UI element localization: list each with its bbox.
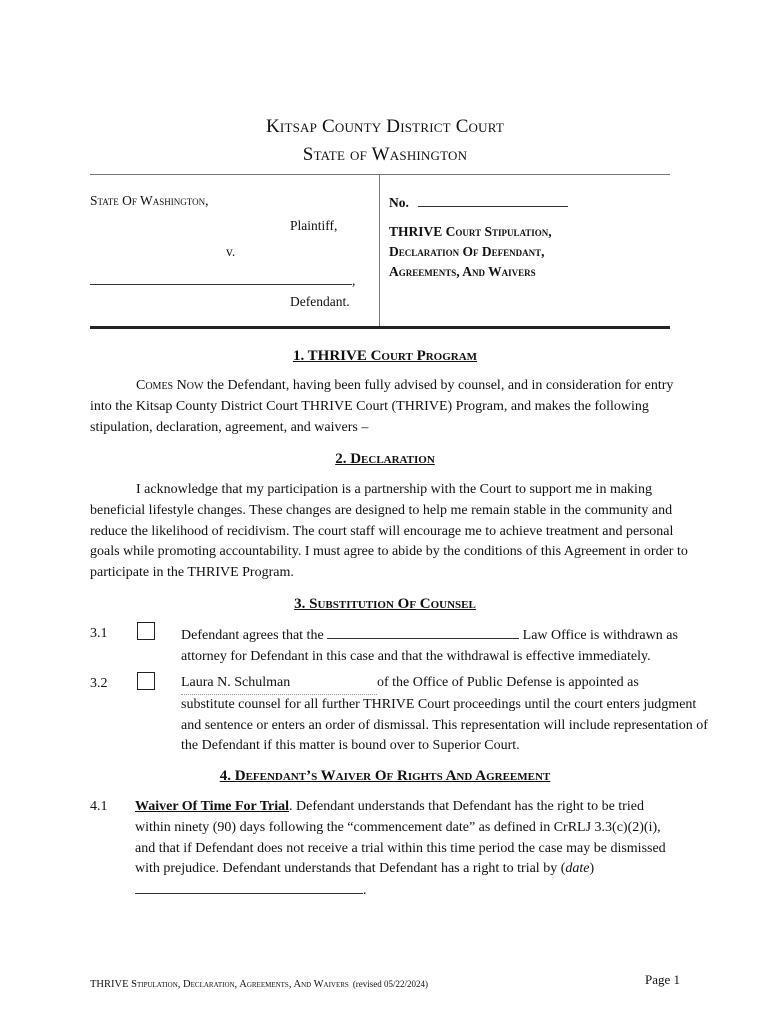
case-number-label: No. — [389, 195, 409, 210]
document-title-line1: THRIVE Court Stipulation, — [389, 224, 552, 239]
item-3-1-body — [181, 625, 711, 668]
footer-title-block — [90, 974, 428, 992]
versus-label: v. — [226, 244, 236, 259]
item-4-1-text: . Defendant understands that Defendant has the right to be tried within ninety (90) days following the “commencement date” as defined in CrRLJ 3.3(c)(2)(i), and that if Defendant does not receive a trial within this time period the case may be dismissed with prejudice. Defendant understands that Defendant has a right to trial by ( — [135, 799, 666, 877]
item-3-1-number: 3.1 — [90, 626, 108, 641]
section-2-heading: 2. Declaration — [335, 451, 435, 467]
document-title-line2: Declaration Of Defendant, — [389, 244, 545, 259]
defendant-name-blank[interactable] — [90, 270, 352, 285]
page-number: Page 1 — [645, 972, 681, 987]
section-4-heading: 4. Defendant’s Waiver Of Rights And Agreement — [219, 768, 551, 784]
item-3-2-text-rest: substitute counsel for all further THRIVE Court proceedings until the court enters judgment and sentence or enters an order of dismissal. This representation will include representation of the Defendant if this matter is bound over to Superior Court. — [181, 696, 708, 754]
item-3-1-text-line2: attorney for Defendant in this case and that the withdrawal is effective immediately. — [181, 648, 651, 664]
caption-bottom-rule — [90, 326, 670, 329]
plaintiff-role: Plaintiff, — [290, 218, 338, 233]
item-3-2-number: 3.2 — [90, 676, 108, 691]
court-state: State of Washington — [302, 144, 468, 165]
item-4-1-close: ) — [589, 861, 595, 877]
item-4-1-title: Waiver Of Time For Trial — [135, 799, 289, 814]
caption-divider — [379, 175, 380, 327]
substitute-counsel-field[interactable]: Laura N. Schulman — [181, 673, 377, 695]
law-office-blank[interactable] — [327, 625, 519, 639]
section-2-body: I acknowledge that my participation is a partnership with the Court to support me in making beneficial lifestyle changes. These changes are designed to help me remain stable in the community and reduce the likelihood of recidivism. The court staff will encourage me to achieve treatment and personal goals while promoting accountability. I must agree to abide by the conditions of this Agreement in order to participate in the THRIVE Program. — [90, 482, 688, 581]
section-1-lead: Comes Now — [136, 378, 204, 393]
item-4-1-number: 4.1 — [90, 799, 108, 814]
item-4-1-date-word: date — [565, 861, 590, 877]
section-3-heading: 3. Substitution Of Counsel — [294, 596, 476, 612]
defendant-name-field[interactable] — [90, 270, 356, 290]
defendant-comma: , — [352, 273, 356, 288]
item-3-2-text-after: of the Office of Public Defense is appointed as — [377, 675, 639, 690]
item-3-1-checkbox[interactable] — [137, 622, 155, 640]
court-name: Kitsap County District Court — [266, 116, 504, 137]
item-4-1-body — [135, 797, 677, 902]
item-3-1-text-before: Defendant agrees that the — [181, 628, 324, 643]
defendant-role: Defendant. — [290, 294, 350, 309]
section-1-body — [90, 376, 674, 438]
trial-date-blank[interactable] — [135, 880, 363, 894]
item-3-2-checkbox[interactable] — [137, 672, 155, 690]
footer-revision: (revised 05/22/2024) — [352, 979, 429, 989]
item-3-2-body — [181, 673, 711, 757]
document-title-line3: Agreements, And Waivers — [389, 264, 536, 279]
section-1-text: the Defendant, having been fully advised by counsel, and in consideration for entry into the Kitsap County District Court THRIVE Court (THRIVE) Program, and makes the following stipulation, declaration, agreement, and waivers – — [90, 378, 674, 435]
header-rule — [90, 174, 670, 175]
case-number-field[interactable] — [389, 193, 568, 211]
item-4-1-end: . — [363, 883, 367, 899]
footer-title: THRIVE Stipulation, Declaration, Agreements, And Waivers — [90, 979, 349, 990]
section-1-heading: 1. THRIVE Court Program — [292, 348, 478, 364]
item-3-1-text-after: Law Office is withdrawn as — [522, 628, 678, 643]
plaintiff-name: State Of Washington, — [90, 193, 209, 208]
case-number-blank[interactable] — [418, 193, 568, 207]
